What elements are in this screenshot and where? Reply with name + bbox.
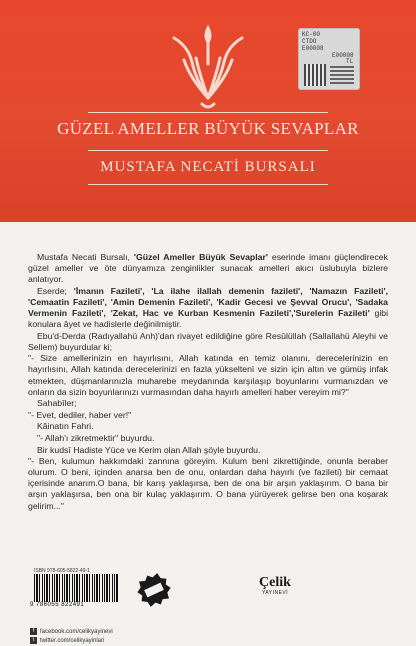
- paragraph: Kâinatın Fahri.: [37, 421, 94, 432]
- facebook-icon: f: [30, 628, 37, 635]
- facebook-link[interactable]: [30, 628, 113, 635]
- text-span: Eserde;: [37, 285, 74, 296]
- publisher-sub: YAYINEVİ: [261, 590, 289, 596]
- twitter-link[interactable]: [30, 637, 104, 644]
- paragraph: Bir kudsî Hadiste Yüce ve Kerim olan Allah şöyle buyurdu.: [37, 444, 261, 455]
- text-span: gibi konulara âyet ve hadislerle değinilmiştir.: [28, 307, 389, 330]
- topic-list: 'İmanın Fazileti', 'La ilahe ilallah demenin fazileti', 'Namazın Fazileti', 'Cemaatin Fazileti', 'Amin Demenin Fazileti', 'Kadir Gecesi ve Şevval Orucu', 'Sadaka Vermenin Fazileti', 'Zekat, Hac ve Kurban Kesmenin Fazileti','Surelerin Fazileti': [28, 285, 388, 318]
- publisher-logo: [245, 575, 305, 596]
- paragraph: Sahabîler;: [37, 398, 77, 409]
- sticker-line: TL: [346, 58, 354, 65]
- twitter-icon: t: [30, 637, 37, 644]
- book-title-inline: 'Güzel Ameller Büyük Sevaplar': [133, 252, 268, 262]
- divider: [88, 150, 328, 151]
- paragraph: "- Allah'ı zikretmektir" buyurdu.: [37, 433, 155, 443]
- hadith-quote: "- Size amellerinizin en hayırlısını, Allah katında en temiz olanını, derecelerinizin en hayırlısını, Allah katında derecelerinizi en fazla yükseltenì ve sizin için altın ve gümüş infak etmekten, düşmanlarınızla muharebe meydanında karşılaşıp boyunlarını vurmanızdan ve onların da sizin boyunlarınızı vurmasından daha hayırlı amelleri haber vereyim mi?": [28, 353, 388, 397]
- cover-band: [0, 0, 416, 222]
- text-span: Mustafa Necati Bursalı,: [37, 252, 134, 262]
- barcode-bars: [34, 574, 118, 602]
- text-span: eserinde imanı güçlendirecek güzel ameller ve öte dünyamıza zenginlikler sunacak amelleri akıcı üslubuyla bizlere anlatıyor.: [28, 252, 388, 285]
- divider: [88, 112, 328, 113]
- barcode-icon: [330, 66, 354, 84]
- hadith-quote: "- Ben, kulumun hakkımdaki zannına göreyim. Kulum beni zikrettiğinde, onunla beraber olurum. O beni, içinden anarsa ben de onu, onlardan daha hayırlı (ve fazileti) bir cemaat içerisinde anarım.O bana, bir karış yaklaşırsa, ben de ona bir arşın yaklaşırım. O bana bir arşın yaklaşırsa, ben ona bir kulaç yaklaşırım. O bana yürüyerek gelirse ben ona koşarak gelirim...": [28, 456, 388, 511]
- facebook-url: facebook.com/celikyayinevi: [40, 628, 113, 635]
- twitter-url: twitter.com/celikyayinlari: [40, 637, 105, 644]
- sticker-line: CTDO: [302, 38, 317, 45]
- divider: [88, 184, 328, 185]
- qr-code-icon: [304, 64, 326, 86]
- publisher-name: Çelik: [259, 575, 291, 590]
- sticker-line: E00008: [332, 52, 354, 59]
- sticker-line: E00008: [302, 45, 324, 52]
- author-name: MUSTAFA NECATİ BURSALI: [100, 159, 316, 175]
- paragraph: "- Evet, dediler, haber ver!": [28, 409, 132, 420]
- sticker-line: KC-00: [302, 31, 321, 38]
- paragraph: [28, 252, 388, 285]
- paragraph: [28, 286, 388, 330]
- barcode-digits: 9 786055 822491: [30, 602, 85, 608]
- stamp-icon: [130, 566, 178, 614]
- library-barcode-sticker: [298, 28, 360, 90]
- paragraph: Ebu'd-Derda (Radıyallahü Anh)'dan rivayet edildiğine göre Resûlüllah (Sallallahü Aleyhi ve Sellem) buyurdular ki;: [28, 330, 388, 352]
- tulip-ornament-icon: [166, 18, 250, 118]
- isbn-label: ISBN 978-605-5822-49-1: [34, 568, 90, 574]
- blurb-text: [28, 252, 388, 512]
- book-title: GÜZEL AMELLER BÜYÜK SEVAPLAR: [57, 119, 359, 138]
- isbn-barcode: [30, 568, 120, 610]
